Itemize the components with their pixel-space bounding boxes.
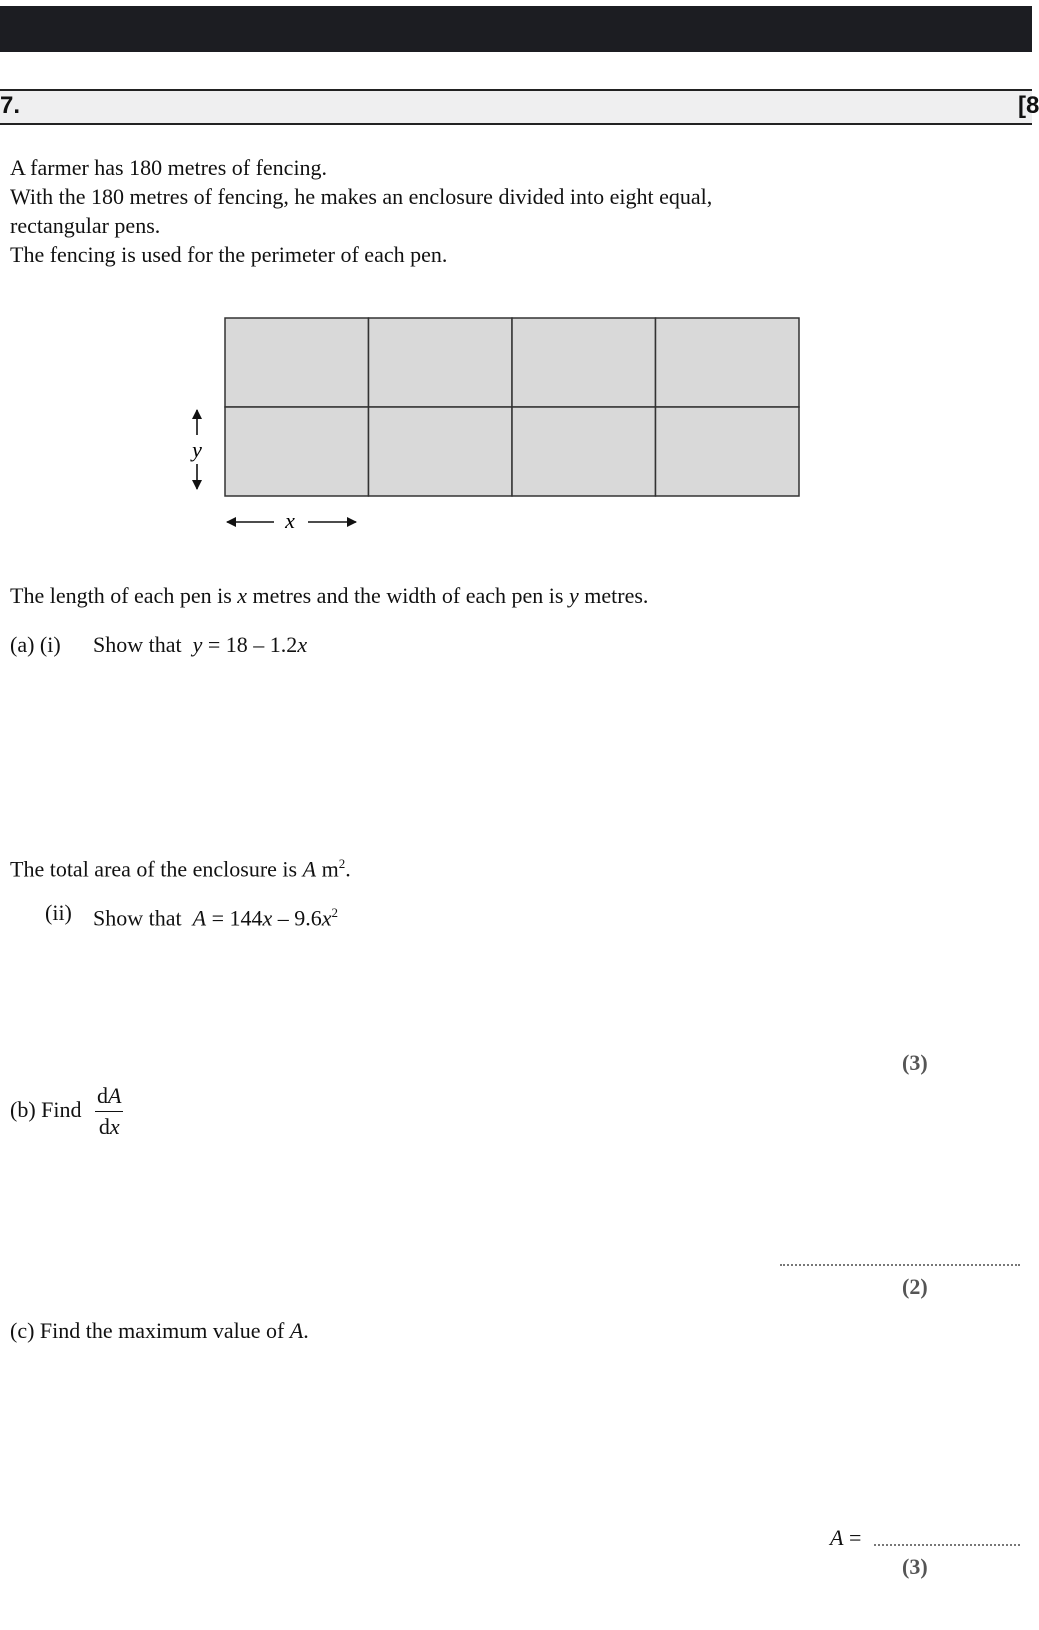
question-header xyxy=(0,89,1032,125)
part-a-ii-label: (ii) xyxy=(45,900,72,925)
x-label: x xyxy=(285,508,295,533)
part-c-answer-line[interactable] xyxy=(874,1544,1020,1546)
pen-cell xyxy=(512,407,656,496)
part-b-marks: (2) xyxy=(902,1274,928,1299)
pen-cell xyxy=(656,318,800,407)
intro-line-2: With the 180 metres of fencing, he makes an enclosure divided into eight equal, xyxy=(10,184,713,209)
part-c-question: (c) Find the maximum value of A. xyxy=(10,1318,309,1343)
top-bar xyxy=(0,6,1032,52)
part-c-answer-label: A = xyxy=(830,1525,862,1550)
question-number: 7. xyxy=(0,92,21,119)
definition-text: The length of each pen is x metres and the width of each pen is y metres. xyxy=(10,583,649,608)
pen-cell xyxy=(656,407,800,496)
part-c-marks: (3) xyxy=(902,1554,928,1579)
intro-line-1: A farmer has 180 metres of fencing. xyxy=(10,155,328,180)
pen-cell xyxy=(512,318,656,407)
part-b-question: (b) Find $\frac{dA}{dx}$ xyxy=(10,1083,122,1140)
intro-line-3: rectangular pens. xyxy=(10,213,161,238)
pen-cell xyxy=(225,318,369,407)
pen-grid xyxy=(225,318,799,496)
pen-cell xyxy=(369,318,513,407)
part-a-ii-question: Show that $A = 144x - 9.6x^2$ xyxy=(93,905,339,931)
pen-cell xyxy=(225,407,369,496)
part-b-answer-line[interactable] xyxy=(780,1264,1020,1266)
question-total-marks: [8 xyxy=(1018,92,1039,119)
part-a-i-question: Show that y = 18 – 1.2x xyxy=(93,632,308,657)
pen-cell xyxy=(369,407,513,496)
y-label: y xyxy=(192,437,202,462)
pens-diagram xyxy=(170,310,810,540)
derivative-fraction: $\frac{dA}{dx}$ xyxy=(97,1083,122,1140)
part-a-i-label: (a) (i) xyxy=(10,632,61,657)
area-statement: The total area of the enclosure is A $m^2$. xyxy=(10,856,351,882)
intro-line-4: The fencing is used for the perimeter of each pen. xyxy=(10,242,448,267)
part-a-marks: (3) xyxy=(902,1050,928,1075)
